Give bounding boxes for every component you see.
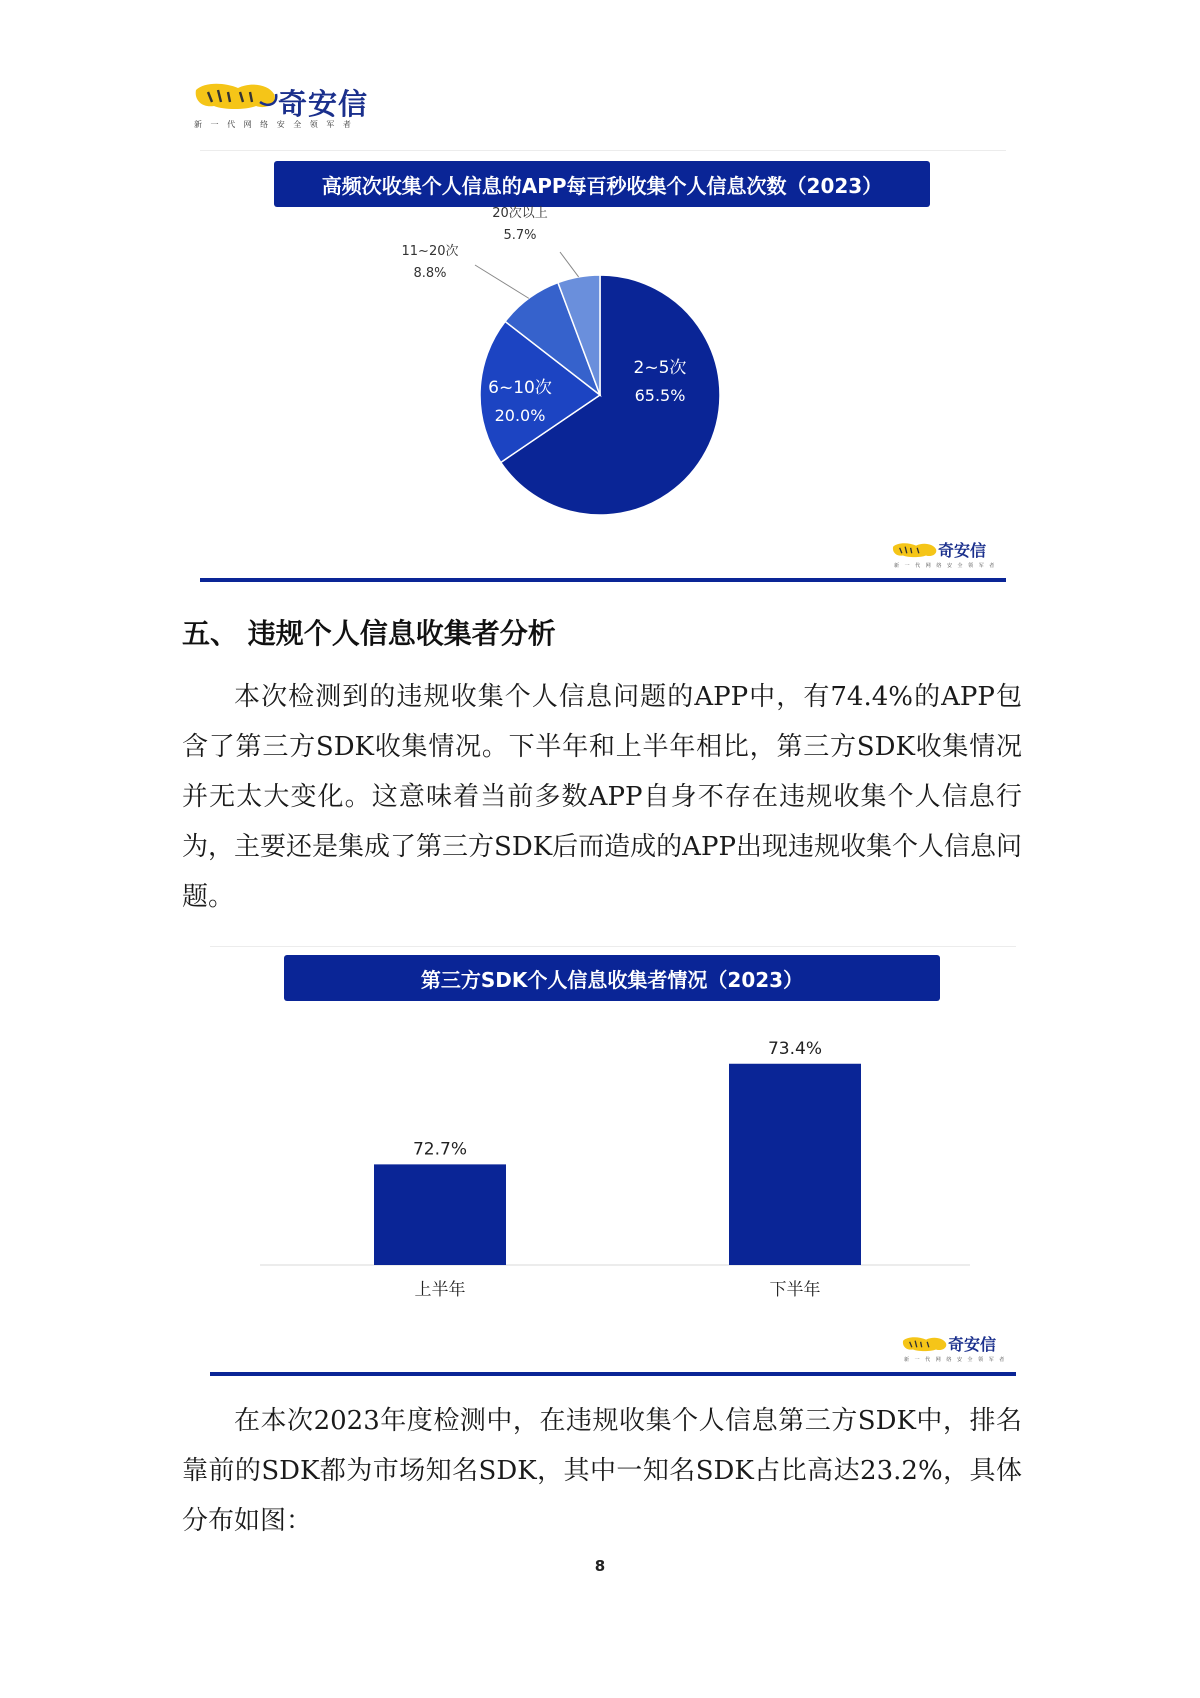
- bar-0: [374, 1164, 506, 1265]
- pie-slice-value-2: 8.8%: [413, 266, 447, 281]
- body-paragraph-2: 在本次2023年度检测中，在违规收集个人信息第三方SDK中，排名靠前的SDK都为市场知名SDK，其中一知名SDK占比高达23.2%，具体分布如图：: [182, 1406, 1022, 1536]
- pie-panel-bottom-line: [200, 578, 1006, 582]
- bar-value-label-0: 72.7%: [412, 1139, 468, 1160]
- pie-leader-line-3: [560, 252, 579, 277]
- body-paragraph-1: 本次检测到的违规收集个人信息问题的APP中，有74.4%的APP包含了第三方SDK收集情况。下半年和上半年相比，第三方SDK收集情况并无太大变化。这意味着当前多数APP自身不存在违规收集个人信息行为，主要还是集成了第三方SDK后而造成的APP出现违规收集个人信息问题。: [182, 682, 1022, 912]
- section-heading: 五、 违规个人信息收集者分析: [182, 617, 556, 650]
- page-number: 8: [594, 1557, 606, 1575]
- logo-text: 奇安信: [278, 87, 369, 121]
- bar-category-label-0: 上半年: [414, 1280, 466, 1300]
- pie-chart-title: 高频次收集个人信息的APP每百秒收集个人信息次数（2023）: [274, 161, 930, 207]
- bar-panel-top-line: [210, 946, 1016, 947]
- pie-leader-line-2: [475, 265, 529, 298]
- pie-slice-label-0: 2~5次: [633, 358, 687, 378]
- bar-chart: [250, 1015, 980, 1325]
- pie-slice-value-0: 65.5%: [634, 386, 686, 405]
- bar-watermark-tagline: 新 一 代 网 络 安 全 领 军 者: [904, 1357, 1007, 1363]
- tiger-logo-icon: [902, 1334, 948, 1354]
- bar-panel-bottom-line: [210, 1372, 1016, 1376]
- pie-watermark-logo: [892, 538, 1002, 572]
- bar-chart-title: 第三方SDK个人信息收集者情况（2023）: [284, 955, 940, 1001]
- logo-tagline: 新 一 代 网 络 安 全 领 军 者: [194, 120, 354, 129]
- header-logo: [194, 76, 414, 136]
- tiger-logo-icon: [194, 80, 278, 112]
- pie-watermark-tagline: 新 一 代 网 络 安 全 领 军 者: [894, 563, 997, 569]
- pie-chart: [401, 206, 750, 525]
- bar-value-label-1: 73.4%: [767, 1038, 823, 1059]
- bar-watermark-text: 奇安信: [948, 1335, 997, 1354]
- pie-panel-top-line: [200, 150, 1006, 151]
- pie-slice-label-1: 6~10次: [488, 378, 552, 398]
- tiger-logo-icon: [892, 540, 938, 560]
- pie-slice-label-3: 20次以上: [492, 206, 548, 221]
- bar-watermark-logo: [902, 1332, 1012, 1366]
- bar-1: [729, 1064, 861, 1265]
- pie-slice-value-1: 20.0%: [494, 406, 546, 425]
- pie-watermark-text: 奇安信: [938, 541, 987, 560]
- pie-slice-value-3: 5.7%: [503, 228, 537, 243]
- pie-slice-label-2: 11~20次: [401, 244, 459, 259]
- bar-category-label-1: 下半年: [769, 1280, 821, 1300]
